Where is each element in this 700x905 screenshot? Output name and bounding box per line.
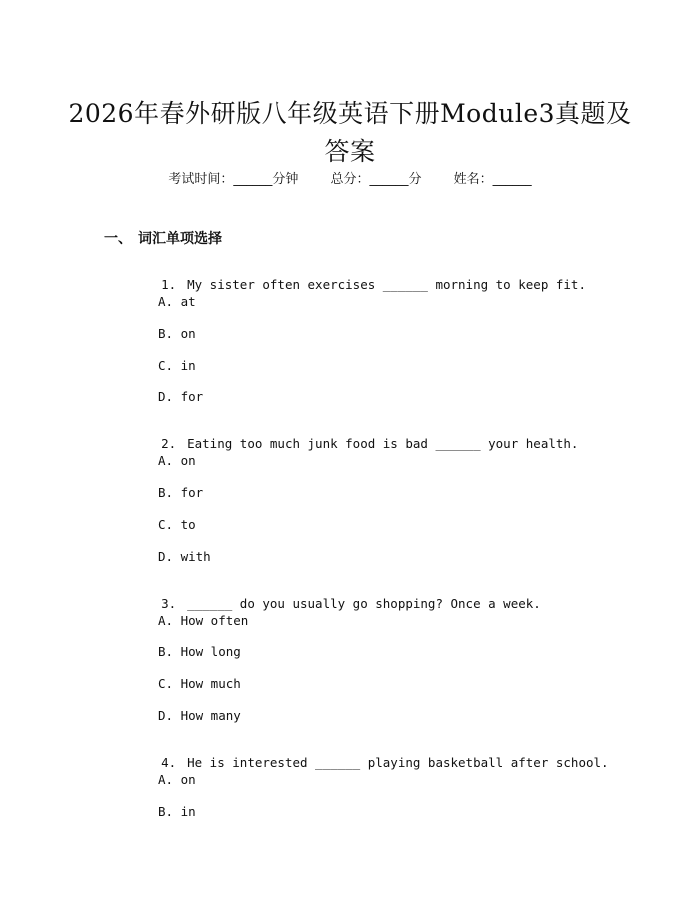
question-4 [131,740,609,785]
question-text: Eating too much junk food is bad ______ your health. [187,436,579,451]
option-1c: C. in [158,358,196,373]
option-1b: B. on [158,326,196,341]
question-number: 1. [161,277,177,292]
option-2b: B. for [158,485,204,500]
exam-time: 考试时间：______分钟 [168,172,299,187]
option-4b: B. in [158,804,196,819]
option-2c: C. to [158,517,196,532]
question-number: 2. [161,436,177,451]
question-text: ______ do you usually go shopping? Once a week. [187,596,541,611]
document-title: 2026年春外研版八年级英语下册Module3真题及答案 [68,98,632,166]
option-3b: B. How long [158,644,241,659]
question-number: 3. [161,596,177,611]
option-1d: D. for [158,389,204,404]
question-1 [131,262,586,307]
exam-total-score: 总分：______分 [330,172,422,187]
option-2d: D. with [158,549,211,564]
section-heading [104,228,222,248]
option-3d: D. How many [158,708,241,723]
option-3a: A. How often [158,613,249,628]
section-title: 词汇单项选择 [138,231,222,247]
question-text: He is interested ______ playing basketball after school. [187,755,609,770]
exam-info-line [0,168,700,187]
option-1a: A. at [158,294,196,309]
question-number: 4. [161,755,177,770]
section-number: 一、 [104,231,132,247]
question-2 [131,421,578,466]
question-text: My sister often exercises ______ morning to keep fit. [187,277,586,292]
option-2a: A. on [158,453,196,468]
exam-name-field: 姓名：______ [453,172,532,187]
option-4a: A. on [158,772,196,787]
option-3c: C. How much [158,676,241,691]
